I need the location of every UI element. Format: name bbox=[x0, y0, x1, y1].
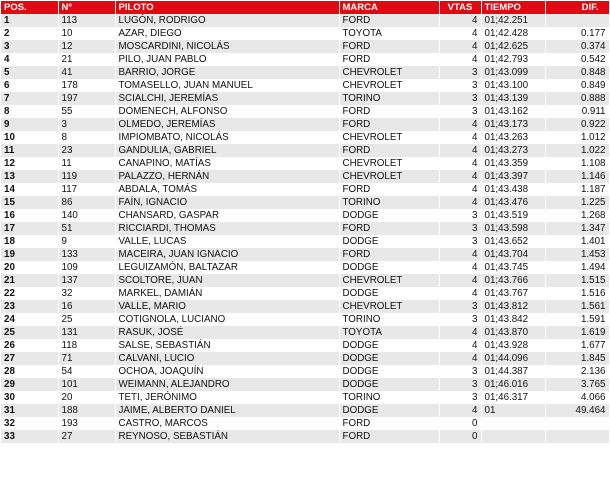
cell-vtas: 0 bbox=[439, 430, 481, 443]
cell-dif: 4.066 bbox=[545, 391, 609, 404]
cell-num: 54 bbox=[58, 365, 115, 378]
cell-marca: CHEVROLET bbox=[339, 79, 439, 92]
cell-marca: DODGE bbox=[339, 235, 439, 248]
cell-marca: TORINO bbox=[339, 391, 439, 404]
cell-tiempo: 01;43.273 bbox=[481, 144, 545, 157]
cell-tiempo: 01;43.767 bbox=[481, 287, 545, 300]
cell-vtas: 4 bbox=[439, 157, 481, 170]
cell-marca: CHEVROLET bbox=[339, 170, 439, 183]
cell-marca: DODGE bbox=[339, 365, 439, 378]
cell-dif: 2.136 bbox=[545, 365, 609, 378]
cell-num: 27 bbox=[58, 430, 115, 443]
cell-marca: DODGE bbox=[339, 209, 439, 222]
cell-dif: 0.911 bbox=[545, 105, 609, 118]
cell-num: 11 bbox=[58, 157, 115, 170]
cell-vtas: 3 bbox=[439, 365, 481, 378]
cell-num: 117 bbox=[58, 183, 115, 196]
table-row bbox=[1, 170, 609, 183]
cell-piloto: WEIMANN, ALEJANDRO bbox=[115, 378, 339, 391]
cell-piloto: VALLE, MARIO bbox=[115, 300, 339, 313]
cell-piloto: CANAPINO, MATÍAS bbox=[115, 157, 339, 170]
cell-vtas: 3 bbox=[439, 209, 481, 222]
header-pos: POS. bbox=[1, 1, 58, 14]
cell-num: 3 bbox=[58, 118, 115, 131]
cell-tiempo: 01;43.598 bbox=[481, 222, 545, 235]
cell-pos: 26 bbox=[1, 339, 58, 352]
cell-num: 113 bbox=[58, 14, 115, 27]
table-row bbox=[1, 235, 609, 248]
cell-vtas: 3 bbox=[439, 92, 481, 105]
cell-dif: 1.347 bbox=[545, 222, 609, 235]
cell-tiempo: 01;43.263 bbox=[481, 131, 545, 144]
cell-dif: 1.561 bbox=[545, 300, 609, 313]
cell-tiempo: 01;42.428 bbox=[481, 27, 545, 40]
cell-dif: 0.849 bbox=[545, 79, 609, 92]
cell-piloto: PILO, JUAN PABLO bbox=[115, 53, 339, 66]
cell-num: 23 bbox=[58, 144, 115, 157]
cell-tiempo: 01;43.745 bbox=[481, 261, 545, 274]
cell-vtas: 4 bbox=[439, 27, 481, 40]
table-row bbox=[1, 365, 609, 378]
cell-tiempo: 01;43.812 bbox=[481, 300, 545, 313]
cell-vtas: 4 bbox=[439, 40, 481, 53]
cell-tiempo: 01;43.173 bbox=[481, 118, 545, 131]
cell-marca: CHEVROLET bbox=[339, 66, 439, 79]
cell-marca: TORINO bbox=[339, 92, 439, 105]
cell-dif: 1.108 bbox=[545, 157, 609, 170]
cell-vtas: 4 bbox=[439, 196, 481, 209]
cell-pos: 32 bbox=[1, 417, 58, 430]
cell-pos: 23 bbox=[1, 300, 58, 313]
cell-piloto: OCHOA, JOAQUÍN bbox=[115, 365, 339, 378]
cell-piloto: RASUK, JOSÉ bbox=[115, 326, 339, 339]
cell-tiempo bbox=[481, 430, 545, 443]
cell-pos: 20 bbox=[1, 261, 58, 274]
cell-dif: 1.845 bbox=[545, 352, 609, 365]
cell-tiempo: 01;46.317 bbox=[481, 391, 545, 404]
cell-dif: 1.591 bbox=[545, 313, 609, 326]
cell-marca: FORD bbox=[339, 417, 439, 430]
cell-num: 101 bbox=[58, 378, 115, 391]
cell-marca: TORINO bbox=[339, 196, 439, 209]
cell-marca: DODGE bbox=[339, 378, 439, 391]
cell-dif bbox=[545, 430, 609, 443]
cell-pos: 1 bbox=[1, 14, 58, 27]
cell-num: 9 bbox=[58, 235, 115, 248]
cell-tiempo: 01;42.251 bbox=[481, 14, 545, 27]
cell-marca: CHEVROLET bbox=[339, 274, 439, 287]
cell-piloto: OLMEDO, JEREMÍAS bbox=[115, 118, 339, 131]
cell-pos: 11 bbox=[1, 144, 58, 157]
cell-vtas: 4 bbox=[439, 144, 481, 157]
cell-num: 86 bbox=[58, 196, 115, 209]
table-row bbox=[1, 274, 609, 287]
cell-piloto: SALSE, SEBASTIÁN bbox=[115, 339, 339, 352]
cell-num: 140 bbox=[58, 209, 115, 222]
cell-tiempo: 01;42.625 bbox=[481, 40, 545, 53]
cell-pos: 31 bbox=[1, 404, 58, 417]
cell-tiempo: 01;43.766 bbox=[481, 274, 545, 287]
header-row bbox=[1, 1, 609, 14]
cell-pos: 28 bbox=[1, 365, 58, 378]
cell-piloto: MACEIRA, JUAN IGNACIO bbox=[115, 248, 339, 261]
cell-tiempo: 01;43.162 bbox=[481, 105, 545, 118]
cell-piloto: CASTRO, MARCOS bbox=[115, 417, 339, 430]
cell-vtas: 4 bbox=[439, 339, 481, 352]
table-row bbox=[1, 183, 609, 196]
cell-piloto: FAÍN, IGNACIO bbox=[115, 196, 339, 209]
cell-dif: 0.542 bbox=[545, 53, 609, 66]
cell-tiempo: 01;43.704 bbox=[481, 248, 545, 261]
cell-marca: CHEVROLET bbox=[339, 131, 439, 144]
cell-num: 41 bbox=[58, 66, 115, 79]
cell-piloto: ABDALA, TOMÁS bbox=[115, 183, 339, 196]
results-table bbox=[1, 1, 610, 443]
cell-piloto: VALLE, LUCAS bbox=[115, 235, 339, 248]
cell-piloto: MARKEL, DAMIÁN bbox=[115, 287, 339, 300]
cell-dif bbox=[545, 14, 609, 27]
cell-vtas: 4 bbox=[439, 274, 481, 287]
cell-pos: 2 bbox=[1, 27, 58, 40]
table-row bbox=[1, 157, 609, 170]
cell-dif: 1.022 bbox=[545, 144, 609, 157]
cell-marca: FORD bbox=[339, 40, 439, 53]
cell-dif: 0.848 bbox=[545, 66, 609, 79]
cell-piloto: PALAZZO, HERNÁN bbox=[115, 170, 339, 183]
cell-dif: 1.268 bbox=[545, 209, 609, 222]
cell-dif: 1.146 bbox=[545, 170, 609, 183]
cell-vtas: 3 bbox=[439, 222, 481, 235]
cell-dif: 1.012 bbox=[545, 131, 609, 144]
cell-vtas: 4 bbox=[439, 248, 481, 261]
cell-piloto: MOSCARDINI, NICOLÁS bbox=[115, 40, 339, 53]
cell-tiempo: 01;43.519 bbox=[481, 209, 545, 222]
cell-marca: DODGE bbox=[339, 339, 439, 352]
cell-piloto: COTIGNOLA, LUCIANO bbox=[115, 313, 339, 326]
cell-dif: 49.464 bbox=[545, 404, 609, 417]
cell-dif: 1.494 bbox=[545, 261, 609, 274]
cell-pos: 5 bbox=[1, 66, 58, 79]
cell-marca: FORD bbox=[339, 53, 439, 66]
cell-marca: DODGE bbox=[339, 287, 439, 300]
cell-num: 119 bbox=[58, 170, 115, 183]
cell-tiempo: 01;43.359 bbox=[481, 157, 545, 170]
cell-tiempo: 01;43.099 bbox=[481, 66, 545, 79]
cell-num: 109 bbox=[58, 261, 115, 274]
table-row bbox=[1, 339, 609, 352]
table-body bbox=[1, 14, 609, 443]
cell-dif: 1.401 bbox=[545, 235, 609, 248]
cell-num: 8 bbox=[58, 131, 115, 144]
cell-vtas: 0 bbox=[439, 417, 481, 430]
cell-vtas: 3 bbox=[439, 105, 481, 118]
cell-pos: 3 bbox=[1, 40, 58, 53]
header-tiempo: TIEMPO bbox=[481, 1, 545, 14]
table-row bbox=[1, 300, 609, 313]
cell-pos: 27 bbox=[1, 352, 58, 365]
cell-num: 188 bbox=[58, 404, 115, 417]
cell-dif: 0.374 bbox=[545, 40, 609, 53]
cell-tiempo: 01;43.652 bbox=[481, 235, 545, 248]
cell-vtas: 3 bbox=[439, 391, 481, 404]
cell-marca: FORD bbox=[339, 144, 439, 157]
cell-tiempo: 01;43.842 bbox=[481, 313, 545, 326]
cell-piloto: AZAR, DIEGO bbox=[115, 27, 339, 40]
table-row bbox=[1, 326, 609, 339]
cell-dif: 0.888 bbox=[545, 92, 609, 105]
cell-dif: 0.922 bbox=[545, 118, 609, 131]
cell-num: 32 bbox=[58, 287, 115, 300]
cell-tiempo: 01;44.096 bbox=[481, 352, 545, 365]
table-row bbox=[1, 404, 609, 417]
cell-vtas: 4 bbox=[439, 404, 481, 417]
cell-tiempo: 01 bbox=[481, 404, 545, 417]
cell-pos: 21 bbox=[1, 274, 58, 287]
cell-piloto: GANDULIA, GABRIEL bbox=[115, 144, 339, 157]
cell-tiempo: 01;42.793 bbox=[481, 53, 545, 66]
table-row bbox=[1, 92, 609, 105]
cell-vtas: 4 bbox=[439, 118, 481, 131]
cell-tiempo: 01;46.016 bbox=[481, 378, 545, 391]
table-row bbox=[1, 118, 609, 131]
cell-tiempo: 01;43.476 bbox=[481, 196, 545, 209]
table-row bbox=[1, 430, 609, 443]
cell-num: 51 bbox=[58, 222, 115, 235]
cell-vtas: 4 bbox=[439, 326, 481, 339]
cell-num: 137 bbox=[58, 274, 115, 287]
table-row bbox=[1, 79, 609, 92]
cell-marca: FORD bbox=[339, 183, 439, 196]
cell-vtas: 3 bbox=[439, 79, 481, 92]
table-row bbox=[1, 248, 609, 261]
cell-vtas: 4 bbox=[439, 352, 481, 365]
cell-num: 71 bbox=[58, 352, 115, 365]
cell-piloto: JAIME, ALBERTO DANIEL bbox=[115, 404, 339, 417]
cell-pos: 8 bbox=[1, 105, 58, 118]
cell-piloto: SCOLTORE, JUAN bbox=[115, 274, 339, 287]
cell-pos: 13 bbox=[1, 170, 58, 183]
cell-piloto: LUGÓN, RODRIGO bbox=[115, 14, 339, 27]
cell-tiempo: 01;43.397 bbox=[481, 170, 545, 183]
table-row bbox=[1, 27, 609, 40]
header-marca: MARCA bbox=[339, 1, 439, 14]
cell-vtas: 3 bbox=[439, 313, 481, 326]
cell-num: 118 bbox=[58, 339, 115, 352]
cell-pos: 29 bbox=[1, 378, 58, 391]
cell-piloto: REYNOSO, SEBASTIÁN bbox=[115, 430, 339, 443]
cell-pos: 30 bbox=[1, 391, 58, 404]
cell-pos: 17 bbox=[1, 222, 58, 235]
header-piloto: PILOTO bbox=[115, 1, 339, 14]
cell-piloto: SCIALCHI, JEREMÍAS bbox=[115, 92, 339, 105]
table-row bbox=[1, 14, 609, 27]
cell-num: 20 bbox=[58, 391, 115, 404]
cell-marca: TOYOTA bbox=[339, 27, 439, 40]
cell-dif: 1.225 bbox=[545, 196, 609, 209]
cell-pos: 24 bbox=[1, 313, 58, 326]
cell-tiempo: 01;44.387 bbox=[481, 365, 545, 378]
cell-num: 193 bbox=[58, 417, 115, 430]
cell-dif: 1.516 bbox=[545, 287, 609, 300]
table-row bbox=[1, 196, 609, 209]
cell-vtas: 4 bbox=[439, 183, 481, 196]
cell-marca: DODGE bbox=[339, 352, 439, 365]
cell-num: 131 bbox=[58, 326, 115, 339]
table-row bbox=[1, 287, 609, 300]
cell-vtas: 4 bbox=[439, 14, 481, 27]
cell-num: 12 bbox=[58, 40, 115, 53]
cell-dif: 1.515 bbox=[545, 274, 609, 287]
table-row bbox=[1, 105, 609, 118]
cell-tiempo: 01;43.928 bbox=[481, 339, 545, 352]
cell-marca: FORD bbox=[339, 14, 439, 27]
cell-vtas: 4 bbox=[439, 261, 481, 274]
table-row bbox=[1, 40, 609, 53]
cell-piloto: BARRIO, JORGE bbox=[115, 66, 339, 79]
cell-piloto: CHANSARD, GASPAR bbox=[115, 209, 339, 222]
cell-num: 16 bbox=[58, 300, 115, 313]
cell-num: 21 bbox=[58, 53, 115, 66]
cell-vtas: 3 bbox=[439, 378, 481, 391]
cell-tiempo: 01;43.870 bbox=[481, 326, 545, 339]
cell-vtas: 3 bbox=[439, 300, 481, 313]
cell-marca: DODGE bbox=[339, 261, 439, 274]
cell-vtas: 4 bbox=[439, 170, 481, 183]
cell-marca: FORD bbox=[339, 105, 439, 118]
table-row bbox=[1, 417, 609, 430]
cell-tiempo: 01;43.100 bbox=[481, 79, 545, 92]
cell-vtas: 3 bbox=[439, 235, 481, 248]
cell-vtas: 3 bbox=[439, 66, 481, 79]
cell-num: 197 bbox=[58, 92, 115, 105]
cell-tiempo: 01;43.438 bbox=[481, 183, 545, 196]
cell-dif: 0.177 bbox=[545, 27, 609, 40]
header-dif: DIF. bbox=[545, 1, 609, 14]
table-row bbox=[1, 66, 609, 79]
cell-pos: 22 bbox=[1, 287, 58, 300]
cell-num: 10 bbox=[58, 27, 115, 40]
cell-num: 178 bbox=[58, 79, 115, 92]
cell-dif: 1.619 bbox=[545, 326, 609, 339]
table-row bbox=[1, 222, 609, 235]
cell-marca: TORINO bbox=[339, 313, 439, 326]
cell-pos: 19 bbox=[1, 248, 58, 261]
cell-pos: 4 bbox=[1, 53, 58, 66]
cell-pos: 9 bbox=[1, 118, 58, 131]
table-row bbox=[1, 352, 609, 365]
cell-dif: 1.677 bbox=[545, 339, 609, 352]
table-row bbox=[1, 313, 609, 326]
cell-dif: 1.187 bbox=[545, 183, 609, 196]
cell-marca: TOYOTA bbox=[339, 326, 439, 339]
cell-vtas: 4 bbox=[439, 131, 481, 144]
table-row bbox=[1, 53, 609, 66]
cell-pos: 33 bbox=[1, 430, 58, 443]
cell-marca: CHEVROLET bbox=[339, 157, 439, 170]
table-row bbox=[1, 391, 609, 404]
cell-piloto: CALVANI, LUCIO bbox=[115, 352, 339, 365]
table-row bbox=[1, 378, 609, 391]
cell-tiempo bbox=[481, 417, 545, 430]
cell-piloto: TETI, JERÓNIMO bbox=[115, 391, 339, 404]
cell-vtas: 4 bbox=[439, 53, 481, 66]
cell-marca: CHEVROLET bbox=[339, 300, 439, 313]
cell-num: 55 bbox=[58, 105, 115, 118]
cell-num: 25 bbox=[58, 313, 115, 326]
table-row bbox=[1, 144, 609, 157]
header-num: Nº bbox=[58, 1, 115, 14]
cell-pos: 6 bbox=[1, 79, 58, 92]
cell-marca: FORD bbox=[339, 222, 439, 235]
cell-piloto: TOMASELLO, JUAN MANUEL bbox=[115, 79, 339, 92]
cell-pos: 25 bbox=[1, 326, 58, 339]
table-header bbox=[1, 1, 609, 14]
cell-marca: FORD bbox=[339, 118, 439, 131]
cell-dif: 3.765 bbox=[545, 378, 609, 391]
cell-pos: 12 bbox=[1, 157, 58, 170]
cell-piloto: RICCIARDI, THOMAS bbox=[115, 222, 339, 235]
cell-pos: 7 bbox=[1, 92, 58, 105]
cell-marca: DODGE bbox=[339, 404, 439, 417]
table-row bbox=[1, 131, 609, 144]
cell-dif: 1.453 bbox=[545, 248, 609, 261]
cell-piloto: LEGUIZAMÓN, BALTAZAR bbox=[115, 261, 339, 274]
cell-piloto: IMPIOMBATO, NICOLÁS bbox=[115, 131, 339, 144]
cell-pos: 16 bbox=[1, 209, 58, 222]
cell-pos: 10 bbox=[1, 131, 58, 144]
cell-marca: FORD bbox=[339, 248, 439, 261]
cell-pos: 15 bbox=[1, 196, 58, 209]
cell-vtas: 4 bbox=[439, 287, 481, 300]
cell-num: 133 bbox=[58, 248, 115, 261]
header-vtas: VTAS bbox=[439, 1, 481, 14]
cell-dif bbox=[545, 417, 609, 430]
cell-tiempo: 01;43.139 bbox=[481, 92, 545, 105]
cell-pos: 14 bbox=[1, 183, 58, 196]
table-row bbox=[1, 209, 609, 222]
cell-marca: FORD bbox=[339, 430, 439, 443]
cell-pos: 18 bbox=[1, 235, 58, 248]
table-row bbox=[1, 261, 609, 274]
cell-piloto: DOMENECH, ALFONSO bbox=[115, 105, 339, 118]
